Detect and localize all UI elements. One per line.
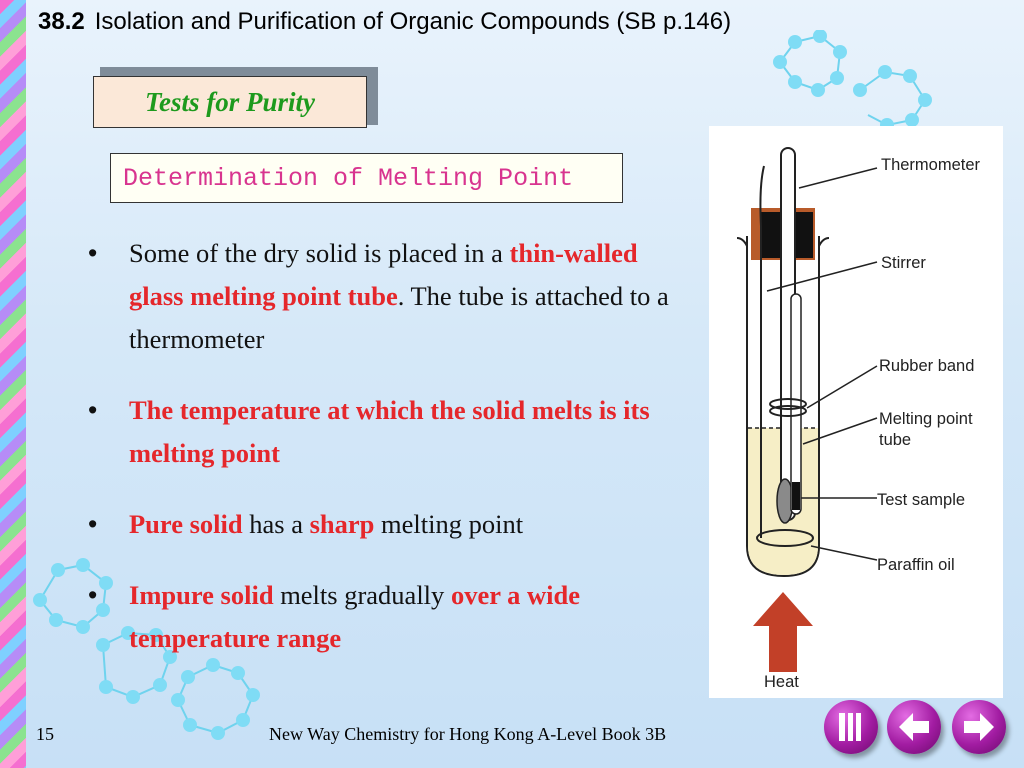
footer-book-title: New Way Chemistry for Hong Kong A-Level Book 3B (269, 724, 667, 744)
bullet-item (88, 232, 698, 361)
arrow-left-icon (896, 710, 932, 744)
melting-point-apparatus-diagram (709, 126, 1003, 698)
first-slide-icon (836, 710, 866, 744)
previous-slide-button[interactable] (887, 700, 941, 754)
label-heat: Heat (764, 673, 799, 691)
bullet-list (88, 232, 698, 688)
bullet-highlight: over a wide temperature range (129, 580, 580, 653)
label-rubber-band: Rubber band (879, 357, 975, 375)
bullet-marker: • (88, 580, 98, 610)
slide-number: 15 (36, 724, 54, 744)
bullet-text: . The tube is attached to a thermometer (129, 281, 669, 354)
tests-heading: Tests for Purity (93, 76, 367, 128)
bullet-item (88, 389, 698, 475)
bullet-highlight: The temperature at which the solid melts is its melting point (129, 395, 650, 468)
bullet-highlight: thin-walled glass melting point tube (129, 238, 638, 311)
heat-arrow-icon (753, 592, 813, 672)
slide-header (38, 8, 731, 36)
bullet-text: melting point (374, 509, 524, 539)
first-slide-button[interactable] (824, 700, 878, 754)
melting-point-tube-shape (791, 294, 801, 514)
bullet-text: has a (242, 509, 310, 539)
bullet-highlight: sharp (309, 509, 375, 539)
bullet-item (88, 503, 698, 546)
bullet-highlight: Impure solid (129, 580, 274, 610)
molecule-decoration-top (740, 30, 950, 140)
apparatus-illustration (709, 126, 1003, 698)
bullet-item (88, 574, 698, 660)
bullet-marker: • (88, 395, 98, 425)
section-number: 38.2 (38, 8, 85, 35)
left-decorative-strip (0, 0, 26, 768)
next-slide-button[interactable] (952, 700, 1006, 754)
bullet-marker: • (88, 238, 98, 268)
bullet-marker: • (88, 509, 98, 539)
label-paraffin-oil: Paraffin oil (877, 556, 955, 574)
label-thermometer: Thermometer (881, 156, 981, 174)
bullet-text: Some of the dry solid is placed in a (129, 238, 510, 268)
label-stirrer: Stirrer (881, 254, 926, 272)
label-melting-point-tube-2: tube (879, 431, 912, 449)
melting-point-subheading: Determination of Melting Point (110, 153, 623, 203)
bullet-text: melts gradually (273, 580, 451, 610)
arrow-right-icon (961, 710, 997, 744)
label-test-sample: Test sample (877, 491, 966, 509)
section-title: Isolation and Purification of Organic Compounds (SB p.146) (94, 8, 732, 35)
label-melting-point-tube: Melting point (879, 410, 973, 428)
bullet-highlight: Pure solid (129, 509, 243, 539)
